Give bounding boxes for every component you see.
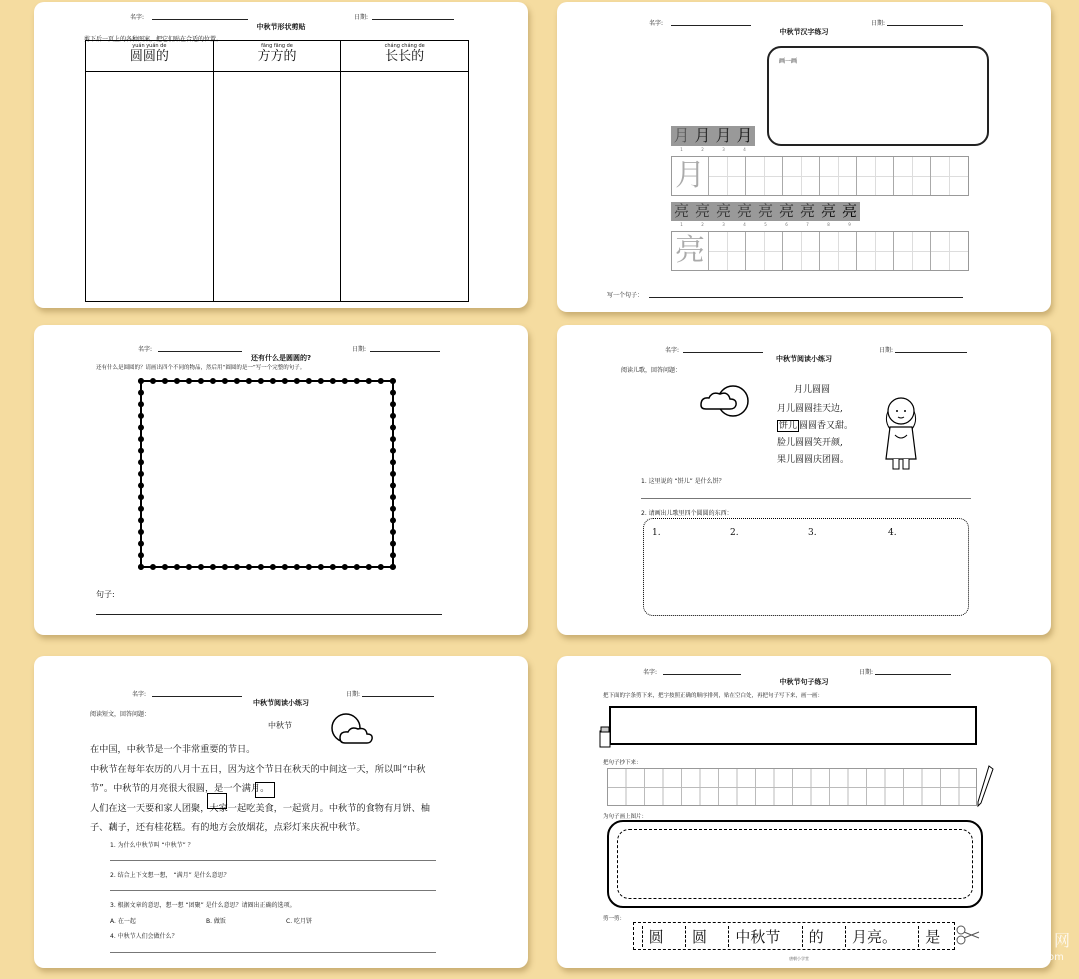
passage-line: 在中国，中秋节是一个非常重要的节日。 — [90, 744, 256, 755]
slot-number: 3. — [808, 528, 817, 538]
worksheet-passage-reading — [34, 656, 528, 968]
word-card[interactable]: 的 — [802, 926, 830, 947]
sentence-label: 写一个句子： — [607, 292, 644, 299]
paste-box — [609, 706, 977, 745]
stroke-char: 月 — [734, 126, 755, 146]
writing-grid-yue — [671, 156, 969, 196]
instruction-text: 把下面的字条剪下来，把字按照正确的顺序排列，贴在空白处，再把句子写下来，画一画： — [603, 693, 824, 699]
name-label: 名字: — [643, 669, 658, 676]
stroke-number: 6 — [785, 222, 788, 227]
worksheet-title: 还有什么是圆圆的? — [250, 354, 312, 362]
sentence-label: 句子: — [96, 590, 115, 599]
poem-line-rest: 圆圆香又甜。 — [799, 421, 854, 431]
instruction-text: 还有什么是圆圆的？请画出四个不同的物品，然后用“圆圆的是一”写一个完整的句子。 — [96, 365, 306, 371]
stroke-char: 亮 — [671, 202, 692, 221]
copy-label: 把句子抄下来： — [603, 760, 642, 766]
column-pinyin: cháng cháng de — [384, 43, 425, 49]
column-header: 长长的 — [385, 49, 425, 64]
column-header: 方方的 — [257, 49, 297, 64]
column-long — [341, 41, 468, 301]
worksheet-title: 中秋节汉字练习 — [779, 28, 829, 36]
question-1: 1. 为什么中秋节叫 “中秋节” ？ — [110, 842, 194, 849]
trace-char: 亮 — [672, 232, 709, 270]
passage-line: 子、藕子，还有桂花糕。有的地方会放烟花，点彩灯来庆祝中秋节。 — [90, 822, 366, 833]
stroke-number: 5 — [764, 222, 767, 227]
option-a: A. 在一起 — [110, 918, 136, 925]
slot-number: 2. — [730, 528, 739, 538]
worksheet-what-is-round — [34, 325, 528, 635]
name-label: 名字: — [132, 691, 147, 698]
slot-number: 1. — [652, 528, 661, 538]
date-label: 日期: — [352, 346, 367, 353]
stroke-number: 3 — [722, 147, 725, 152]
instruction-text: 阅读短文，回答问题： — [90, 711, 151, 718]
word-card[interactable]: 月亮。 — [845, 926, 903, 947]
stroke-number: 2 — [701, 147, 704, 152]
worksheet-title: 中秋节阅读小练习 — [253, 699, 309, 707]
option-b: B. 做饭 — [206, 918, 226, 925]
column-round — [86, 41, 214, 301]
draw-label: 为句子画上图片： — [603, 814, 648, 820]
poem — [777, 401, 853, 469]
stroke-number: 4 — [743, 222, 746, 227]
stroke-number: 1 — [680, 147, 683, 152]
name-label: 名字: — [649, 20, 664, 27]
passage-title: 中秋节 — [268, 721, 292, 730]
stroke-char: 月 — [692, 126, 713, 146]
boxed-word-marker — [255, 782, 275, 798]
stroke-char: 亮 — [734, 202, 755, 221]
writing-grid-liang — [671, 231, 969, 271]
instruction-text: 阅读儿歌，回答问题： — [621, 367, 682, 374]
watermark-text: om — [1048, 952, 1064, 963]
stroke-char: 亮 — [776, 202, 797, 221]
worksheet-character-practice — [557, 2, 1051, 312]
boxed-word-marker — [207, 793, 227, 809]
stroke-char: 亮 — [755, 202, 776, 221]
stroke-char: 亮 — [713, 202, 734, 221]
question-1: 1. 这里说的 “饼儿” 是什么饼？ — [641, 478, 725, 485]
drawing-area — [643, 518, 969, 616]
passage-line: 人们在这一天要和家人团聚，大家一起吃美食，一起赏月。中秋节的食物有月饼、柚 — [90, 802, 430, 814]
stroke-char: 亮 — [692, 202, 713, 221]
question-2: 2. 请画出儿歌里四个圆圆的东西： — [641, 510, 733, 517]
worksheet-title: 中秋节句子练习 — [779, 678, 829, 686]
decorative-drawing-frame — [138, 378, 396, 570]
stroke-number: 3 — [722, 222, 725, 227]
footer-text: 唐朝小学堂 — [789, 956, 809, 961]
word-card[interactable]: 中秋节 — [728, 926, 786, 947]
word-card[interactable]: 是 — [918, 926, 946, 947]
watermark-text: 网 — [1054, 931, 1071, 950]
date-label: 日期: — [879, 347, 894, 354]
passage-line: 节”。中秋节的月亮很大很圆，是一个满月。 — [90, 783, 270, 794]
date-label: 日期: — [346, 691, 361, 698]
stroke-number: 7 — [806, 222, 809, 227]
stroke-number: 2 — [701, 222, 704, 227]
poem-line: 果儿圆圆庆团圆。 — [777, 455, 850, 465]
date-label: 日期: — [859, 669, 874, 676]
worksheet-poem-reading — [557, 325, 1051, 635]
word-card[interactable]: 圆 — [642, 926, 670, 947]
word-strip — [633, 922, 955, 950]
question-4: 4. 中秋节人们会做什么？ — [110, 933, 178, 940]
column-pinyin: yuán yuán de — [132, 43, 167, 49]
poem-line: 月儿圆圆挂天边, — [777, 404, 843, 414]
date-label: 日期: — [871, 20, 886, 27]
instruction-text: 剪下后一页上的各种图案，把它们贴在合适的位置。 — [84, 36, 223, 43]
stroke-number: 9 — [848, 222, 851, 227]
cut-label: 剪一剪： — [603, 916, 626, 922]
column-pinyin: fāng fāng de — [261, 43, 293, 49]
stroke-number: 4 — [743, 147, 746, 152]
stroke-char: 亮 — [818, 202, 839, 221]
poem-line — [777, 418, 853, 435]
stroke-order-yue — [671, 126, 755, 146]
worksheet-title: 中秋节阅读小练习 — [776, 355, 832, 363]
name-label: 名字: — [130, 14, 145, 21]
option-c: C. 吃月饼 — [286, 918, 313, 925]
worksheet-title: 中秋节形状剪贴 — [256, 23, 306, 31]
girl-illustration — [877, 393, 925, 477]
date-label: 日期: — [354, 14, 369, 21]
worksheet-sentence-practice — [557, 656, 1051, 968]
stroke-char: 亮 — [797, 202, 818, 221]
column-header: 圆圆的 — [129, 49, 169, 64]
stroke-char: 月 — [713, 126, 734, 146]
drawing-box — [767, 46, 989, 146]
poem-title: 月儿圆圆 — [794, 385, 831, 395]
column-square — [214, 41, 342, 301]
name-label: 名字: — [665, 347, 680, 354]
scissors-icon — [955, 924, 981, 946]
question-2: 2. 结合上下文想一想， “满月” 是什么意思？ — [110, 872, 230, 879]
draw-label: 画一画 — [779, 58, 798, 65]
moon-cloud-illustration — [697, 381, 753, 419]
stroke-char: 亮 — [839, 202, 860, 221]
trace-char: 月 — [672, 157, 709, 195]
word-card[interactable]: 圆 — [685, 926, 713, 947]
pencil-icon — [977, 764, 995, 808]
name-label: 名字: — [138, 346, 153, 353]
passage-line: 中秋节在每年农历的八月十五日，因为这个节日在秋天的中间这一天，所以叫“中秋 — [90, 763, 426, 775]
stroke-order-liang — [671, 202, 860, 221]
slot-number: 4. — [888, 528, 897, 538]
stroke-number: 8 — [827, 222, 830, 227]
boxed-word: 饼儿 — [779, 421, 798, 431]
picture-frame — [607, 820, 983, 908]
worksheet-shape-sorting — [34, 2, 528, 308]
stroke-char: 月 — [671, 126, 692, 146]
sorting-table — [85, 40, 469, 302]
poem-line: 脸儿圆圆笑开颜, — [777, 438, 843, 448]
stroke-number: 1 — [680, 222, 683, 227]
passage — [90, 740, 510, 838]
question-3: 3. 根据文章的意思，想一想 “团聚” 是什么意思？请圈出正确的选项。 — [110, 902, 296, 909]
glue-stick-icon — [597, 726, 613, 748]
copy-grid — [607, 768, 977, 806]
